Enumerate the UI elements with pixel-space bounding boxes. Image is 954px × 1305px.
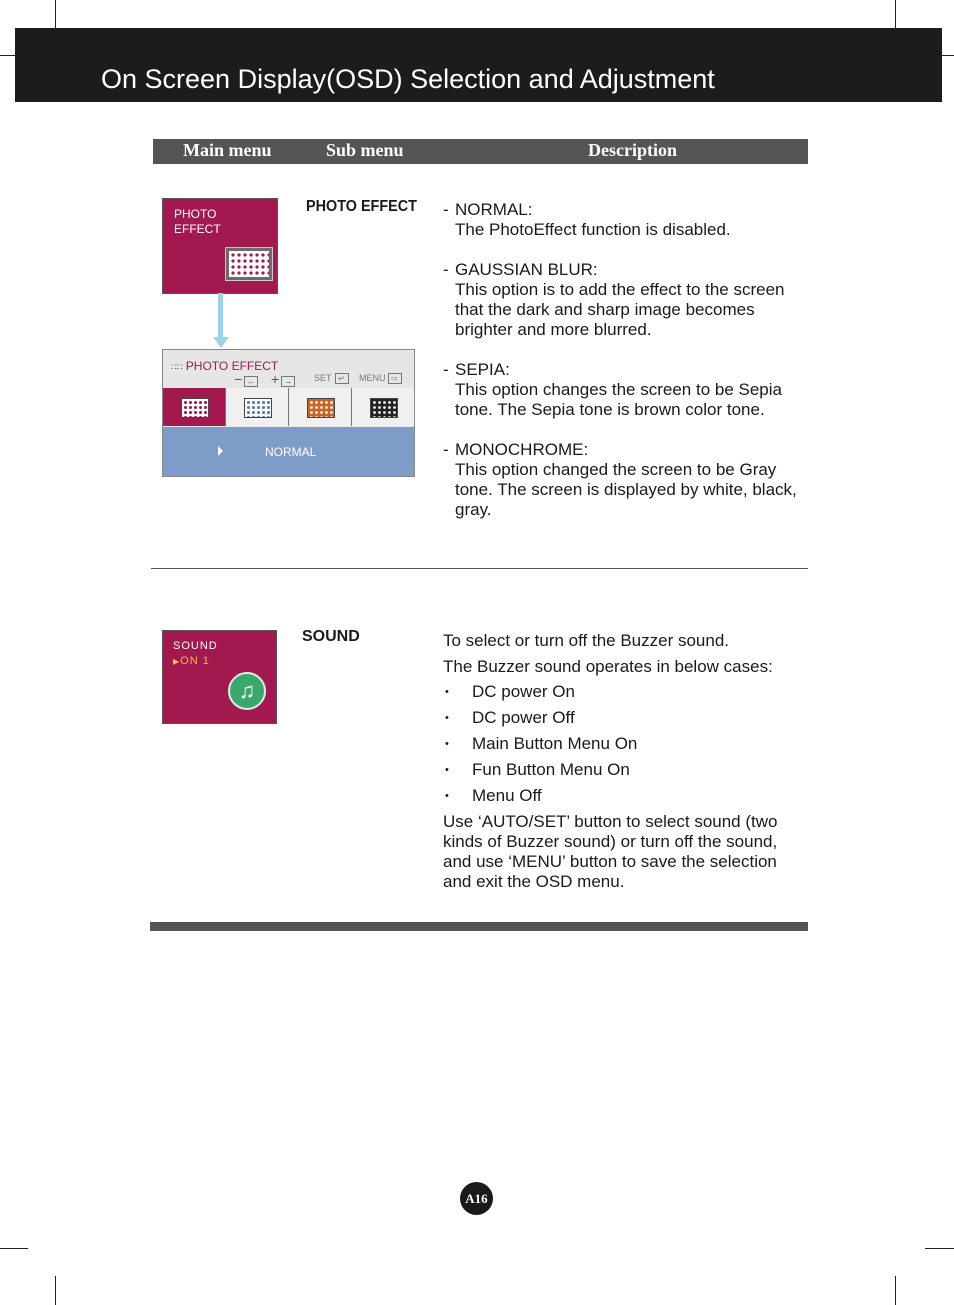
sound-submenu-label: SOUND <box>302 628 360 645</box>
photo-effect-osd-panel <box>162 349 415 477</box>
set-control: SET ↵ <box>314 373 349 384</box>
section-divider <box>151 568 808 569</box>
sound-main-label: SOUND ▶ON 1 <box>173 640 218 667</box>
page-title: On Screen Display(OSD) Selection and Adjustment <box>101 64 715 94</box>
connector-arrow-icon <box>213 337 229 348</box>
right-arrow-icon: → <box>281 376 295 387</box>
effect-tile-row <box>163 388 414 426</box>
list-item: • Menu Off <box>443 786 798 812</box>
photo-effect-main-tile <box>162 198 278 294</box>
crop-mark <box>942 55 954 56</box>
page-number-badge: A16 <box>460 1182 493 1215</box>
gaussian-effect-icon <box>244 398 272 418</box>
normal-effect-icon <box>181 398 209 418</box>
photo-effect-main-label: PHOTO EFFECT <box>174 207 221 236</box>
effect-tile-monochrome[interactable] <box>352 388 414 426</box>
list-item: • Fun Button Menu On <box>443 760 798 786</box>
effect-tile-gaussian[interactable] <box>226 388 289 426</box>
effect-tile-sepia[interactable] <box>289 388 352 426</box>
monochrome-effect-icon <box>370 398 398 418</box>
effect-tile-normal[interactable] <box>163 388 226 426</box>
sepia-effect-icon <box>307 398 335 418</box>
minus-control: − ← <box>234 371 258 387</box>
sound-description: To select or turn off the Buzzer sound. The Buzzer sound operates in below cases: • DC power On • DC power Off • Main Button Menu On • Fun Button Menu On • Menu Off Use ‘AUTO/SET’ button to select sound (two kinds of Buzzer sound) or turn off the sound, and use ‘MENU’ button to save the selection and exit the OSD menu. <box>443 631 798 892</box>
enter-icon: ↵ <box>335 373 349 384</box>
photo-effect-description <box>443 200 803 520</box>
left-arrow-icon: ← <box>244 376 258 387</box>
column-header <box>153 139 808 164</box>
sound-main-value: ▶ON 1 <box>173 655 210 667</box>
column-main-menu: Main menu <box>183 140 272 160</box>
exit-icon: ⇨ <box>388 373 402 384</box>
photo-effect-icon <box>225 247 273 281</box>
effect-value-area <box>163 427 414 476</box>
crop-mark <box>0 55 15 56</box>
effect-current-value: NORMAL <box>265 445 317 459</box>
crop-mark <box>895 0 896 28</box>
footer-bar <box>150 922 808 931</box>
plus-control: + → <box>271 371 295 387</box>
effect-item: - GAUSSIAN BLUR: This option is to add the effect to the screen that the dark and sharp image becomes brighter and more blurred. <box>443 260 785 339</box>
play-arrow-icon: ▶ <box>173 657 181 666</box>
column-description: Description <box>588 140 677 160</box>
effect-item: - SEPIA: This option changes the screen to be Sepia tone. The Sepia tone is brown color tone. <box>443 360 782 419</box>
dot-grid-icon: ∷∷ <box>171 362 183 372</box>
crop-mark <box>0 1248 28 1249</box>
effect-item: - MONOCHROME: This option changed the screen to be Gray tone. The screen is displayed by white, black, gray. <box>443 440 797 519</box>
crop-mark <box>895 1276 896 1305</box>
list-item: • Main Button Menu On <box>443 734 798 760</box>
music-note-icon: ♫ <box>228 672 266 710</box>
column-sub-menu: Sub menu <box>326 140 404 160</box>
effect-item: - NORMAL: The PhotoEffect function is disabled. <box>443 200 731 239</box>
osd-panel-title: ∷∷ PHOTO EFFECT <box>171 359 279 373</box>
menu-control: MENU ⇨ <box>359 373 402 384</box>
crop-mark <box>925 1248 954 1249</box>
sound-case-list <box>443 682 798 812</box>
list-item: • DC power On <box>443 682 798 708</box>
connector-line <box>218 293 223 337</box>
play-arrow-icon <box>218 446 223 456</box>
list-item: • DC power Off <box>443 708 798 734</box>
photo-effect-submenu-label: PHOTO EFFECT <box>306 198 417 215</box>
crop-mark <box>55 0 56 28</box>
crop-mark <box>55 1276 56 1305</box>
